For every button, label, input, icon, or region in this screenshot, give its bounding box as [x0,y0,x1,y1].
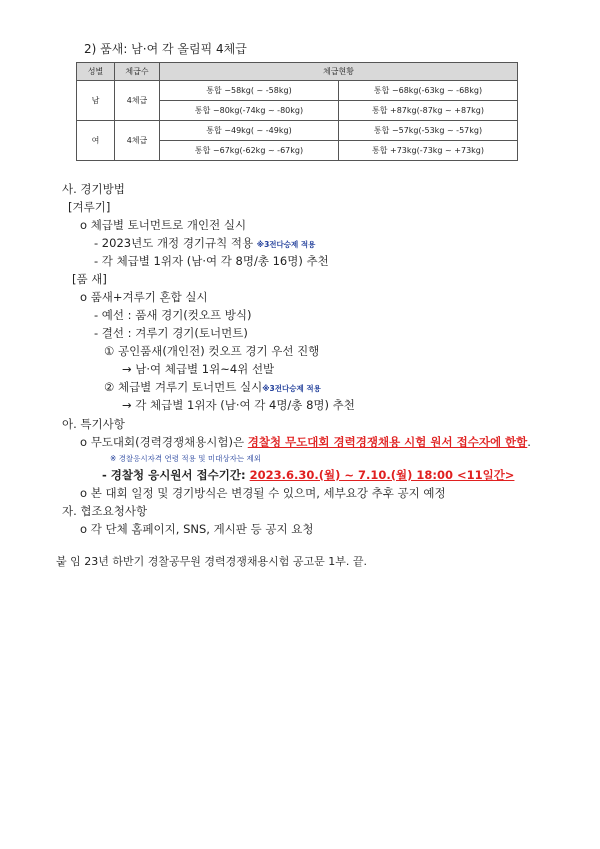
table-row [77,121,518,141]
poomsae-line-7: → 각 체급별 1위자 (남·여 각 4명/총 8명) 추천 [122,398,355,412]
table-cell: 통합 −49kg( ~ -49kg) [160,121,339,141]
table-header-row [77,63,518,81]
special-line-1-highlight: 경찰청 무도대회 경력경쟁채용 시험 원서 접수자에 한함 [247,435,528,449]
table-cell: 통합 −80kg(-74kg ~ -80kg) [160,101,339,121]
subheading-kyorugi: [겨루기] [68,200,111,214]
section-heading-poomsae: 2) 품새: 남·여 각 올림픽 4체급 [84,42,247,56]
poomsae-line-5: → 남·여 체급별 1위~4위 선발 [122,362,275,376]
table-cell: 통합 +87kg(-87kg ~ +87kg) [339,101,518,121]
female-gender-cell: 여 [77,121,115,161]
special-line-1-end: . [527,435,531,449]
special-line-3: o 본 대회 일정 및 경기방식은 변경될 수 있으며, 세부요강 추후 공지 예정 [80,486,446,500]
special-note: ※ 경찰응시자격 연령 적용 및 미대상자는 제외 [110,454,261,463]
poomsae-line-4: ① 공인품새(개인전) 컷오프 경기 우선 진행 [104,344,320,358]
special-line-2 [102,467,514,483]
application-period-dates: 2023.6.30.(월) ~ 7.10.(월) 18:00 <11일간> [249,468,515,482]
header-classes: 체급현황 [160,63,518,81]
table-cell: 통합 −67kg(-62kg ~ -67kg) [160,141,339,161]
table-cell: 통합 −58kg( ~ -58kg) [160,81,339,101]
male-count-cell: 4체급 [115,81,160,121]
section-heading-special: 아. 특기사항 [62,417,125,431]
header-count: 체급수 [115,63,160,81]
poomsae-line-3: - 결선 : 겨루기 경기(토너먼트) [94,326,248,340]
poomsae-tournament-text: ② 체급별 겨루기 토너먼트 실시 [104,380,263,394]
male-gender-cell: 남 [77,81,115,121]
kyorugi-line-1: o 체급별 토너먼트로 개인전 실시 [80,218,247,232]
poomsae-line-6 [104,379,321,395]
table-cell: 통합 +73kg(-73kg ~ +73kg) [339,141,518,161]
weight-class-table [76,62,518,161]
kyorugi-line-3: - 각 체급별 1위자 (남·여 각 8명/총 16명) 추천 [94,254,329,268]
header-gender: 성별 [77,63,115,81]
kyorugi-line-2 [94,235,315,251]
special-line-1 [80,434,531,450]
section-heading-method: 사. 경기방법 [62,182,125,196]
poomsae-tournament-note: ※3전다승제 적용 [262,384,321,393]
table-row [77,81,518,101]
table-cell: 통합 −68kg(-63kg ~ -68kg) [339,81,518,101]
poomsae-line-2: - 예선 : 품새 경기(컷오프 방식) [94,308,252,322]
kyorugi-rule-text: - 2023년도 개정 경기규칙 적용 [94,236,254,250]
subheading-poomsae: [품 새] [72,272,107,286]
coop-line-1: o 각 단체 홈페이지, SNS, 게시판 등 공지 요청 [80,522,314,536]
attachment-line: 붙 임 23년 하반기 경찰공무원 경력경쟁채용시험 공고문 1부. 끝. [56,555,367,568]
section-heading-coop: 자. 협조요청사항 [62,504,148,518]
poomsae-line-1: o 품새+겨루기 혼합 실시 [80,290,208,304]
female-count-cell: 4체급 [115,121,160,161]
table-cell: 통합 −57kg(-53kg ~ -57kg) [339,121,518,141]
kyorugi-rule-note: ※3전다승제 적용 [256,240,316,249]
special-line-1-text: o 무도대회(경력경쟁채용시험)은 [80,435,248,449]
application-period-label: - 경찰청 응시원서 접수기간: [102,468,250,482]
